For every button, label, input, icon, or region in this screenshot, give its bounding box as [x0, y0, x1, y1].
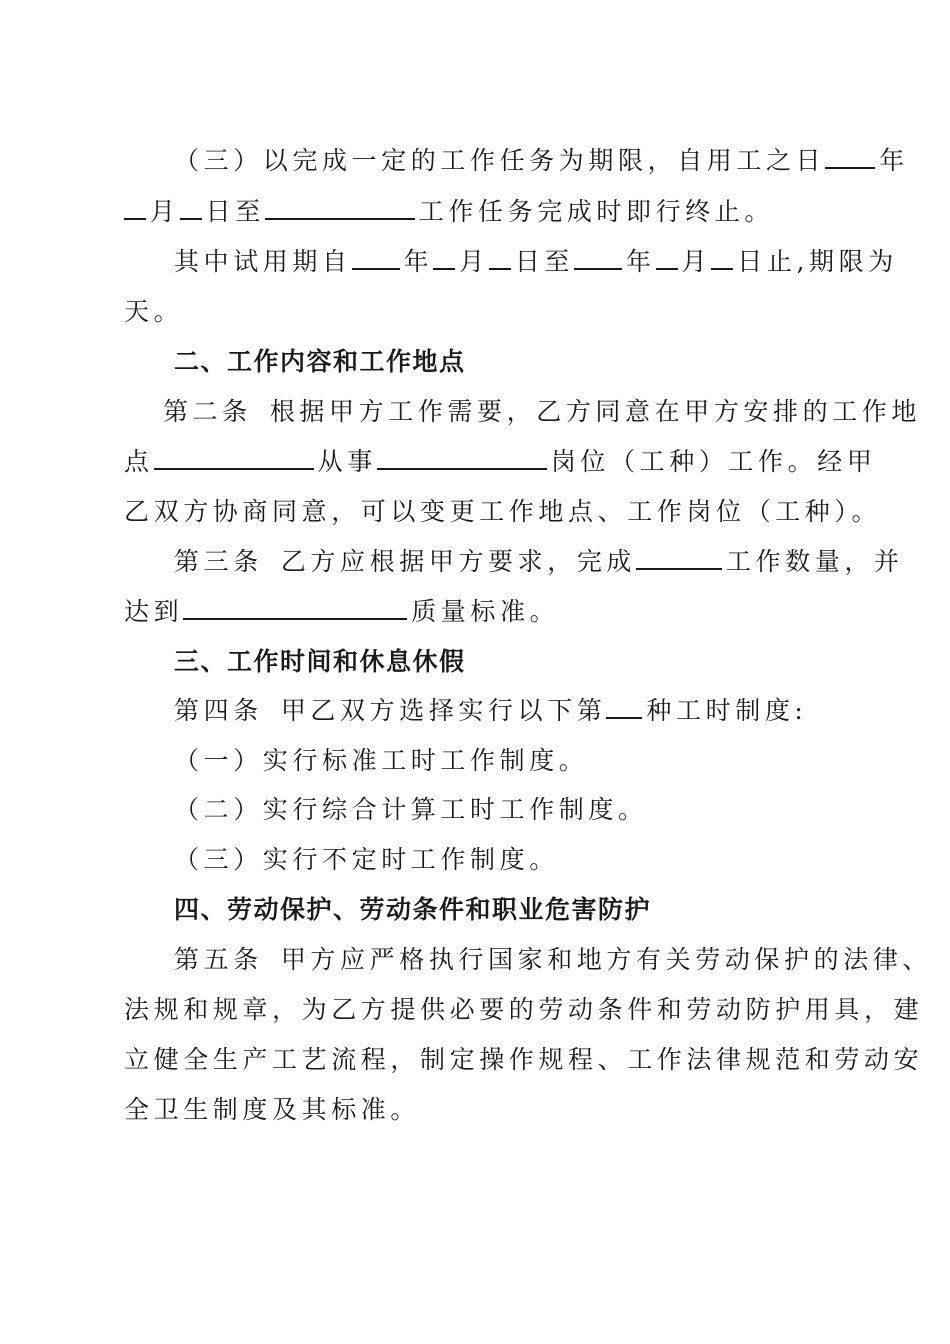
fill-blank	[433, 246, 455, 270]
text-segment: 种工时制度:	[646, 696, 808, 725]
text-segment: 点	[124, 447, 154, 476]
text-segment: 日至	[205, 197, 265, 226]
text-segment: 工作任务完成时即行终止。	[418, 197, 775, 226]
text-segment: 质量标准。	[411, 597, 560, 626]
text-line	[124, 495, 881, 529]
text-line	[174, 545, 904, 579]
text-line	[174, 943, 932, 977]
text-line	[174, 144, 909, 178]
text-segment: 年	[626, 247, 656, 276]
list-item: （一）实行标准工时工作制度。	[174, 746, 589, 775]
list-item: （三）实行不定时工作制度。	[174, 845, 559, 874]
text-segment: 日至	[514, 247, 575, 276]
text-segment: 乙方应根据甲方要求，完成	[280, 547, 637, 576]
fill-blank	[574, 246, 622, 270]
text-segment: 年	[403, 247, 434, 276]
text-segment: 月	[681, 247, 712, 276]
text-line	[124, 595, 559, 629]
text-line	[124, 445, 876, 479]
text-line	[174, 245, 898, 279]
fill-blank	[154, 446, 314, 470]
fill-blank	[825, 145, 875, 169]
text-line	[124, 295, 183, 329]
fill-blank	[489, 246, 511, 270]
text-segment: 其中试用期自	[174, 247, 352, 276]
section-heading: 三、工作时间和休息休假	[174, 647, 466, 676]
article-label: 第四条	[174, 696, 263, 725]
fill-blank	[636, 546, 722, 570]
section-heading: 四、劳动保护、劳动条件和职业危害防护	[174, 895, 652, 924]
text-segment: 岗位（工种）工作。经甲	[550, 447, 877, 476]
text-segment: 甲乙双方选择实行以下第	[280, 696, 607, 725]
text-line: 立健全生产工艺流程，制定操作规程、工作法律规范和劳动安	[124, 1045, 924, 1074]
text-segment: 月	[459, 247, 489, 276]
text-segment: 达到	[124, 597, 184, 626]
text-line	[124, 195, 774, 229]
fill-blank	[180, 196, 202, 220]
fill-blank	[265, 196, 415, 220]
text-segment: 从事	[317, 447, 377, 476]
fill-blank	[711, 246, 733, 270]
text-segment: 年	[879, 146, 909, 175]
text-segment: 甲方应严格执行国家和地方有关劳动保护的法律、	[280, 945, 933, 974]
text-segment: （三）以完成一定的工作任务为期限，自用工之日	[174, 146, 826, 175]
text-line: 全卫生制度及其标准。	[124, 1095, 421, 1124]
text-segment: 日止,期限为	[737, 247, 898, 276]
fill-blank	[377, 446, 547, 470]
text-segment: 根据甲方工作需要，乙方同意在甲方安排的工作地	[269, 397, 922, 426]
text-segment: 天。	[124, 297, 184, 326]
fill-blank	[124, 196, 146, 220]
text-segment: 乙双方协商同意，可以变更工作地点、工作岗位（工种）。	[124, 497, 882, 526]
text-line	[163, 395, 921, 429]
list-item: （二）实行综合计算工时工作制度。	[174, 795, 648, 824]
text-segment: 工作数量，并	[726, 547, 904, 576]
fill-blank	[656, 246, 678, 270]
article-label: 第五条	[174, 945, 263, 974]
article-label: 第三条	[174, 547, 263, 576]
text-segment: 月	[150, 197, 180, 226]
text-line	[174, 694, 807, 728]
fill-blank	[183, 596, 407, 620]
fill-blank	[352, 246, 400, 270]
section-heading: 二、工作内容和工作地点	[174, 347, 466, 376]
article-label: 第二条	[163, 397, 252, 426]
text-line: 法规和规章，为乙方提供必要的劳动条件和劳动防护用具，建	[124, 995, 924, 1024]
fill-blank	[606, 695, 642, 719]
